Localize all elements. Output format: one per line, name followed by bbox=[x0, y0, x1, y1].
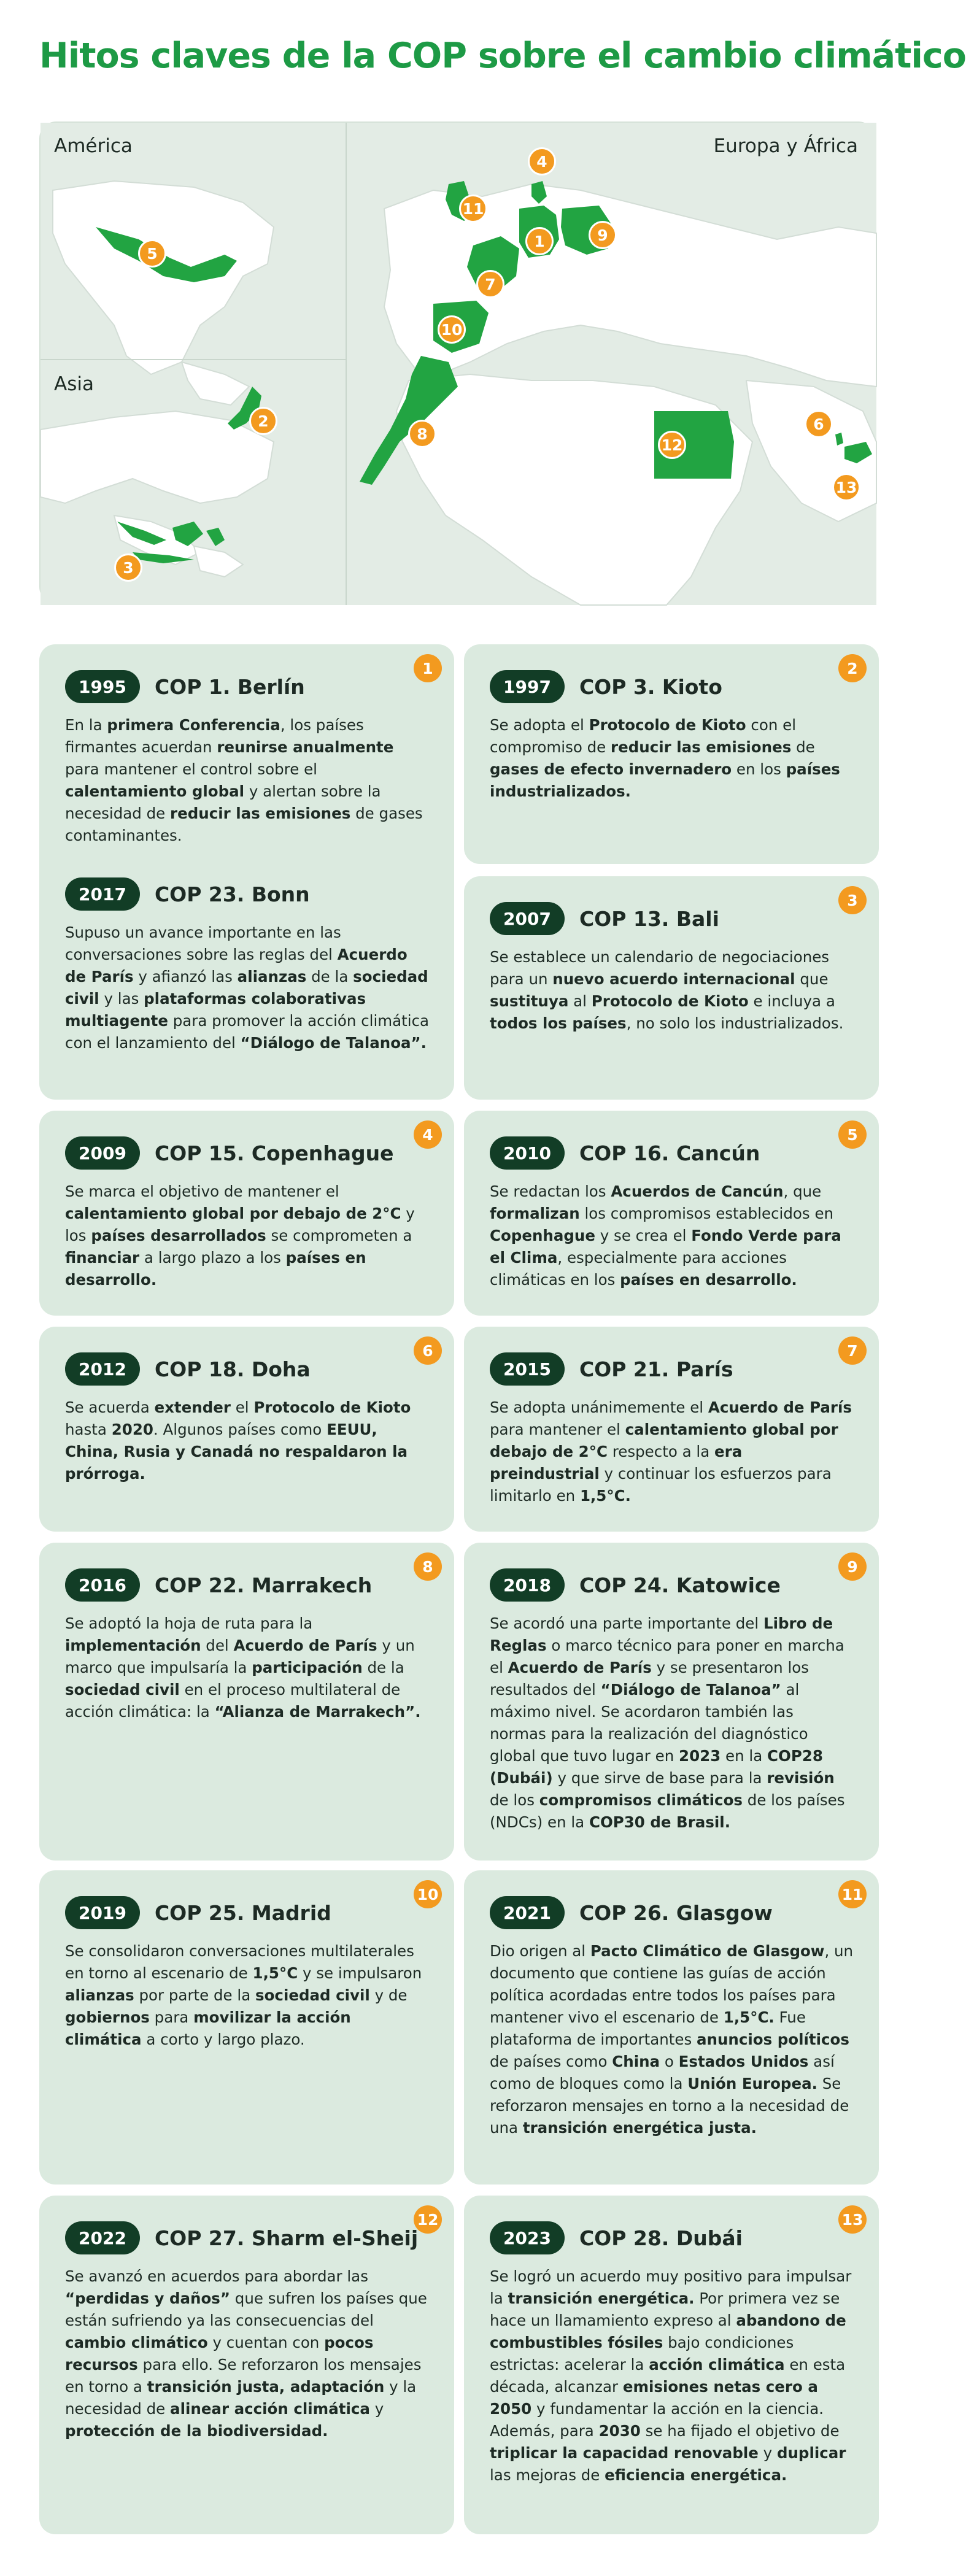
cop-title: COP 13. Bali bbox=[579, 906, 719, 931]
year-badge: 1997 bbox=[490, 670, 565, 703]
cop-title: COP 16. Cancún bbox=[579, 1141, 760, 1165]
map-marker-2: 2 bbox=[249, 407, 277, 435]
entry-text: Se consolidaron conversaciones multilaterales en torno al escenario de 1,5°C y se impulsaron alianzas por parte de la sociedad civil y de gobiernos para movilizar la acción climática a corto y largo plazo. bbox=[65, 1942, 422, 2048]
entry-cop22 bbox=[65, 1568, 430, 1723]
entry-text: Se marca el objetivo de mantener el calentamiento global por debajo de 2°C y los países desarrollados se comprometen a financiar a largo plazo a los países en desarrollo. bbox=[65, 1182, 415, 1289]
entry-text: Se adoptó la hoja de ruta para la implementación del Acuerdo de París y un marco que impulsaría la participación de la sociedad civil en el proceso multilateral de acción climática: la “Alianza de Marrakech”. bbox=[65, 1614, 421, 1721]
card-number-badge: 6 bbox=[414, 1336, 442, 1365]
year-badge: 2007 bbox=[490, 902, 565, 935]
card-kioto bbox=[464, 644, 879, 864]
entry-cop18 bbox=[65, 1352, 430, 1485]
cop-title: COP 22. Marrakech bbox=[154, 1573, 373, 1597]
entry-cop26 bbox=[490, 1896, 854, 2139]
year-badge: 2021 bbox=[490, 1896, 565, 1929]
map-marker-1: 1 bbox=[525, 227, 554, 255]
entry-text: En la primera Conferencia, los países firmantes acuerdan reunirse anualmente para mantener el control sobre el calentamiento global y alertan sobre la necesidad de reducir las emisiones de gases contaminantes. bbox=[65, 716, 423, 844]
cop-title: COP 1. Berlín bbox=[154, 674, 305, 699]
entry-cop24 bbox=[490, 1568, 854, 1834]
year-badge: 2015 bbox=[490, 1352, 565, 1386]
cop-title: COP 15. Copenhague bbox=[154, 1141, 394, 1165]
card-berlin-bonn bbox=[39, 644, 454, 1100]
map-marker-7: 7 bbox=[476, 270, 504, 298]
entry-cop21 bbox=[490, 1352, 854, 1507]
entry-cop16 bbox=[490, 1136, 854, 1291]
cop-title: COP 27. Sharm el-Sheij bbox=[154, 2226, 419, 2250]
title-regular: Hitos claves de la COP sobre el bbox=[39, 36, 644, 76]
year-badge: 2016 bbox=[65, 1568, 140, 1602]
entry-cop1 bbox=[65, 670, 430, 847]
card-number-badge: 12 bbox=[414, 2205, 442, 2234]
card-number-badge: 10 bbox=[414, 1880, 442, 1908]
entry-text: Se establece un calendario de negociaciones para un nuevo acuerdo internacional que sustituya al Protocolo de Kioto e incluya a todos los países, no solo los industrializados. bbox=[490, 948, 844, 1032]
entry-text: Se acuerda extender el Protocolo de Kioto hasta 2020. Algunos países como EEUU, China, Rusia y Canadá no respaldaron la prórroga. bbox=[65, 1398, 411, 1483]
card-dubai bbox=[464, 2196, 879, 2534]
cop-title: COP 28. Dubái bbox=[579, 2226, 743, 2250]
card-paris bbox=[464, 1327, 879, 1532]
map-label-europe-africa: Europa y África bbox=[713, 135, 858, 157]
cop-title: COP 3. Kioto bbox=[579, 674, 722, 699]
year-badge: 2018 bbox=[490, 1568, 565, 1602]
cop-title: COP 26. Glasgow bbox=[579, 1900, 773, 1925]
card-number-badge: 8 bbox=[414, 1552, 442, 1581]
page-title bbox=[39, 36, 966, 76]
map-marker-8: 8 bbox=[408, 420, 436, 448]
card-cancun bbox=[464, 1111, 879, 1316]
map-marker-12: 12 bbox=[658, 431, 686, 459]
year-badge: 2023 bbox=[490, 2221, 565, 2254]
entry-text: Se adopta el Protocolo de Kioto con el compromiso de reducir las emisiones de gases de efecto invernadero en los países industrializados. bbox=[490, 716, 840, 800]
entry-text: Se redactan los Acuerdos de Cancún, que formalizan los compromisos establecidos en Copenhague y se crea el Fondo Verde para el Clima, especialmente para acciones climáticas en los países en desarrollo. bbox=[490, 1182, 841, 1289]
card-number-badge: 2 bbox=[838, 654, 867, 682]
entry-cop28 bbox=[490, 2221, 854, 2486]
cop-title: COP 24. Katowice bbox=[579, 1573, 781, 1597]
title-bold: cambio climático bbox=[643, 36, 966, 76]
year-badge: 1995 bbox=[65, 670, 140, 703]
entry-cop25 bbox=[65, 1896, 430, 2051]
map-marker-13: 13 bbox=[832, 473, 860, 501]
world-map bbox=[39, 121, 875, 604]
card-bali bbox=[464, 876, 879, 1100]
year-badge: 2009 bbox=[65, 1136, 140, 1170]
cop-title: COP 18. Doha bbox=[154, 1357, 311, 1381]
year-badge: 2022 bbox=[65, 2221, 140, 2254]
card-number-badge: 9 bbox=[838, 1552, 867, 1581]
card-number-badge: 13 bbox=[838, 2205, 867, 2234]
card-doha bbox=[39, 1327, 454, 1532]
map-label-america: América bbox=[54, 135, 133, 157]
card-glasgow bbox=[464, 1870, 879, 2185]
year-badge: 2019 bbox=[65, 1896, 140, 1929]
map-marker-10: 10 bbox=[438, 315, 466, 344]
entry-text: Se avanzó en acuerdos para abordar las “perdidas y daños” que sufren los países que están sufriendo ya las consecuencias del cambio climático y cuentan con pocos recursos para ello. Se reforzaron los mensajes en torno a transición justa, adaptación y la necesidad de alinear acción climática y protección de la biodiversidad. bbox=[65, 2267, 427, 2440]
entry-cop3 bbox=[490, 670, 854, 803]
card-number-badge: 3 bbox=[838, 886, 867, 914]
entry-cop13 bbox=[490, 902, 854, 1035]
card-number-badge: 1 bbox=[414, 654, 442, 682]
map-shapes bbox=[41, 123, 876, 605]
entry-text: Supuso un avance importante en las conversaciones sobre las reglas del Acuerdo de París y afianzó las alianzas de la sociedad civil y las plataformas colaborativas multiagente para promover la acción climática con el lanzamiento del “Diálogo de Talanoa”. bbox=[65, 924, 430, 1052]
cop-title: COP 21. París bbox=[579, 1357, 733, 1381]
map-label-asia: Asia bbox=[54, 373, 94, 395]
card-katowice bbox=[464, 1543, 879, 1861]
cop-title: COP 25. Madrid bbox=[154, 1900, 331, 1925]
card-number-badge: 5 bbox=[838, 1120, 867, 1149]
entry-cop27 bbox=[65, 2221, 430, 2442]
entry-text: Se acordó una parte importante del Libro de Reglas o marco técnico para poner en marcha el Acuerdo de París y se presentaron los resultados del “Diálogo de Talanoa” al máximo nivel. Se acordaron también las normas para la realización del diagnóstico global que tuvo lugar en 2023 en la COP28 (Dubái) y que sirve de base para la revisión de los compromisos climáticos de los países (NDCs) en la COP30 de Brasil. bbox=[490, 1614, 845, 1831]
card-number-badge: 11 bbox=[838, 1880, 867, 1908]
year-badge: 2010 bbox=[490, 1136, 565, 1170]
entry-text: Dio origen al Pacto Climático de Glasgow, un documento que contiene las guías de acción política acordadas entre todos los países para mantener vivo el escenario de 1,5°C. Fue plataforma de importantes anuncios políticos de países como China o Estados Unidos así como de bloques como la Unión Europea. Se reforzaron mensajes en torno a la necesidad de una transición energética justa. bbox=[490, 1942, 854, 2137]
map-marker-9: 9 bbox=[589, 221, 617, 249]
entry-text: Se logró un acuerdo muy positivo para impulsar la transición energética. Por primera vez se hace un llamamiento expreso al abandono de combustibles fósiles bajo condiciones estrictas: acelerar la acción climática en esta década, alcanzar emisiones netas cero a 2050 y fundamentar la acción en la ciencia. Además, para 2030 se ha fijado el objetivo de triplicar la capacidad renovable y duplicar las mejoras de eficiencia energética. bbox=[490, 2267, 852, 2484]
entry-cop23 bbox=[65, 877, 430, 1054]
card-number-badge: 4 bbox=[414, 1120, 442, 1149]
card-marrakech bbox=[39, 1543, 454, 1861]
card-number-badge: 7 bbox=[838, 1336, 867, 1365]
map-marker-11: 11 bbox=[459, 195, 487, 223]
year-badge: 2012 bbox=[65, 1352, 140, 1386]
year-badge: 2017 bbox=[65, 877, 140, 911]
map-marker-5: 5 bbox=[138, 239, 166, 268]
card-madrid bbox=[39, 1870, 454, 2185]
map-marker-6: 6 bbox=[805, 410, 833, 438]
card-copenhague bbox=[39, 1111, 454, 1316]
map-marker-3: 3 bbox=[114, 553, 142, 582]
cop-title: COP 23. Bonn bbox=[154, 882, 310, 906]
card-sharm bbox=[39, 2196, 454, 2534]
map-marker-4: 4 bbox=[528, 147, 556, 175]
entry-cop15 bbox=[65, 1136, 430, 1291]
entry-text: Se adopta unánimemente el Acuerdo de París para mantener el calentamiento global por debajo de 2°C respecto a la era preindustrial y continuar los esfuerzos para limitarlo en 1,5°C. bbox=[490, 1398, 852, 1505]
